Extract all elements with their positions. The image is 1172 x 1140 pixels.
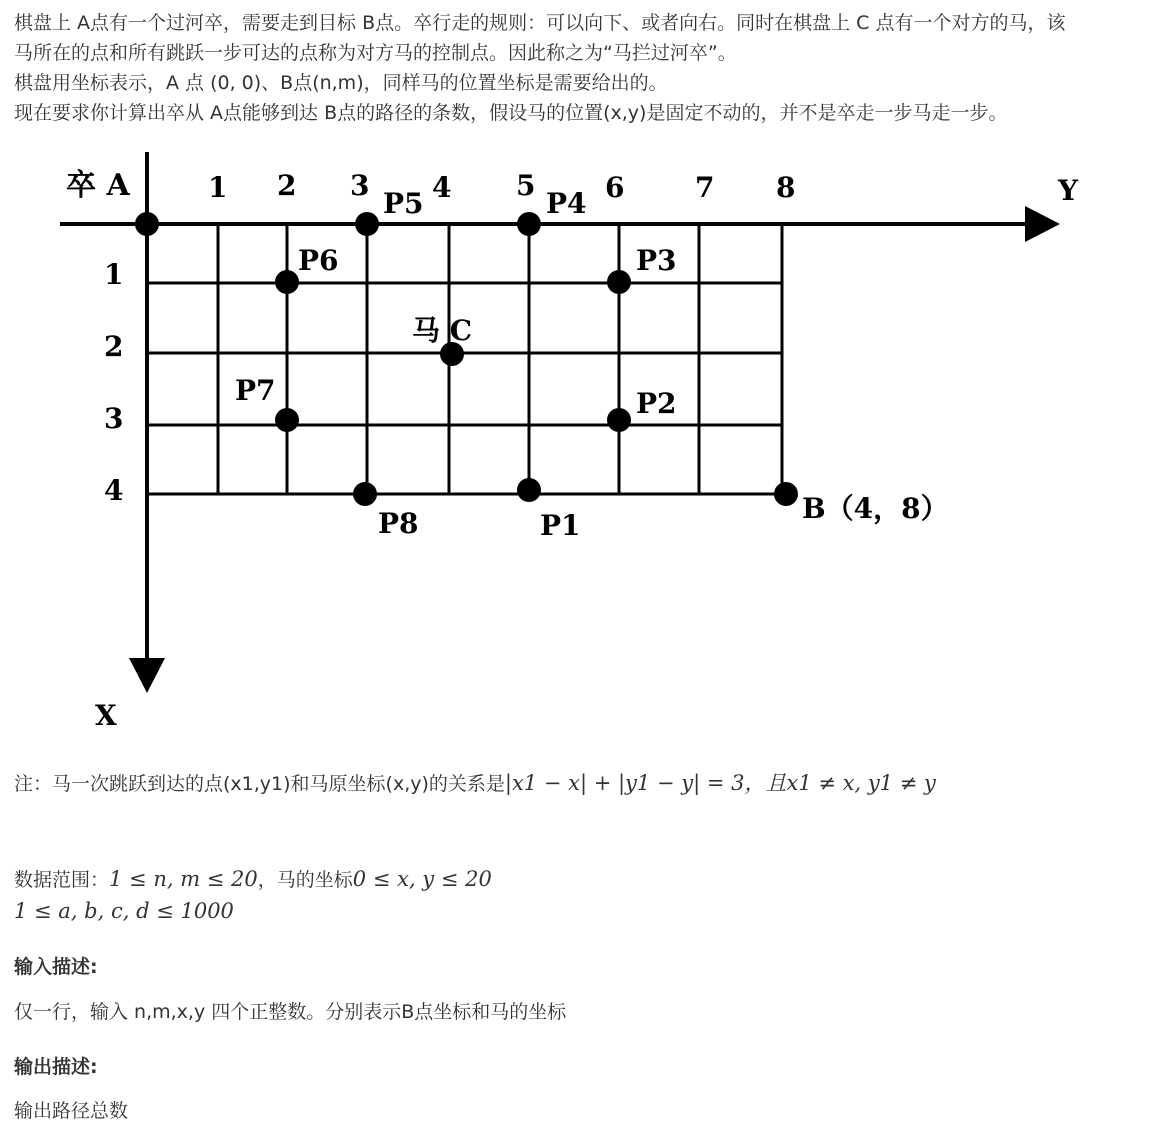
col-label: 8 (776, 171, 796, 204)
point-p2 (607, 408, 631, 432)
col-label: 4 (432, 171, 452, 204)
intro-line-1: 棋盘上 A点有一个过河卒，需要走到目标 B点。卒行走的规则：可以向下、或者向右。同时在棋盘上 C 点有一个对方的马，该 (14, 12, 1066, 34)
output-heading: 输出描述: (14, 1056, 98, 1078)
x-axis-arrow (129, 658, 165, 693)
p2-label: P2 (636, 387, 677, 420)
input-heading: 输入描述: (14, 956, 98, 978)
input-text: 仅一行，输入 n,m,x,y 四个正整数。分别表示B点坐标和马的坐标 (14, 1001, 567, 1023)
range-prefix: 数据范围： (14, 869, 110, 891)
range-formula-3: 1 ≤ a, b, c, d ≤ 1000 (14, 899, 234, 923)
col-label: 5 (516, 169, 536, 202)
point-b (774, 482, 798, 506)
row-label: 1 (104, 258, 124, 291)
range-line-1 (14, 864, 492, 895)
p3-label: P3 (636, 244, 677, 277)
output-text: 输出路径总数 (14, 1100, 129, 1122)
note-formula: |x1 − x| + |y1 − y| = 3，且x1 ≠ x, y1 ≠ y (504, 771, 936, 795)
y-axis-label: Y (1058, 174, 1078, 207)
col-label: 7 (695, 171, 715, 204)
chessboard-diagram (0, 140, 1100, 740)
p6-label: P6 (298, 244, 339, 277)
range-mid: ，马的坐标 (257, 869, 353, 891)
point-p3 (607, 270, 631, 294)
col-label: 1 (208, 171, 228, 204)
point-p6 (275, 270, 299, 294)
p4-label: P4 (546, 187, 587, 220)
point-p4 (517, 212, 541, 236)
range-line-2 (14, 896, 234, 927)
range-formula-2: 0 ≤ x, y ≤ 20 (352, 867, 492, 891)
p8-label: P8 (378, 507, 419, 540)
point-p5 (355, 212, 379, 236)
col-label: 2 (277, 169, 297, 202)
y-axis-arrow (1025, 206, 1060, 242)
row-label: 4 (104, 474, 124, 507)
note-line (14, 768, 936, 799)
point-p1 (517, 478, 541, 502)
col-label: 3 (350, 169, 370, 202)
p1-label: P1 (540, 509, 581, 542)
b-label: B（4，8） (802, 492, 949, 525)
p7-label: P7 (235, 374, 276, 407)
range-formula-1: 1 ≤ n, m ≤ 20 (109, 867, 258, 891)
pawn-a-label: 卒 A (66, 168, 130, 203)
intro-line-2: 马所在的点和所有跳跃一步可达的点称为对方马的控制点。因此称之为“马拦过河卒”。 (14, 42, 737, 64)
point-p7 (275, 408, 299, 432)
p5-label: P5 (383, 187, 424, 220)
horse-label: 马 C (412, 314, 473, 347)
intro-line-4: 现在要求你计算出卒从 A点能够到达 B点的路径的条数，假设马的位置(x,y)是固定不动的，并不是卒走一步马走一步。 (14, 102, 1008, 124)
intro-line-3: 棋盘用坐标表示，A 点 (0, 0)、B点(n,m)，同样马的位置坐标是需要给出的。 (14, 72, 668, 94)
col-label: 6 (605, 171, 625, 204)
point-p8 (353, 482, 377, 506)
point-a (135, 212, 159, 236)
row-label: 3 (104, 402, 124, 435)
x-axis-label: X (95, 699, 117, 732)
row-label: 2 (104, 330, 124, 363)
note-prefix: 注：马一次跳跃到达的点(x1,y1)和马原坐标(x,y)的关系是 (14, 773, 505, 795)
